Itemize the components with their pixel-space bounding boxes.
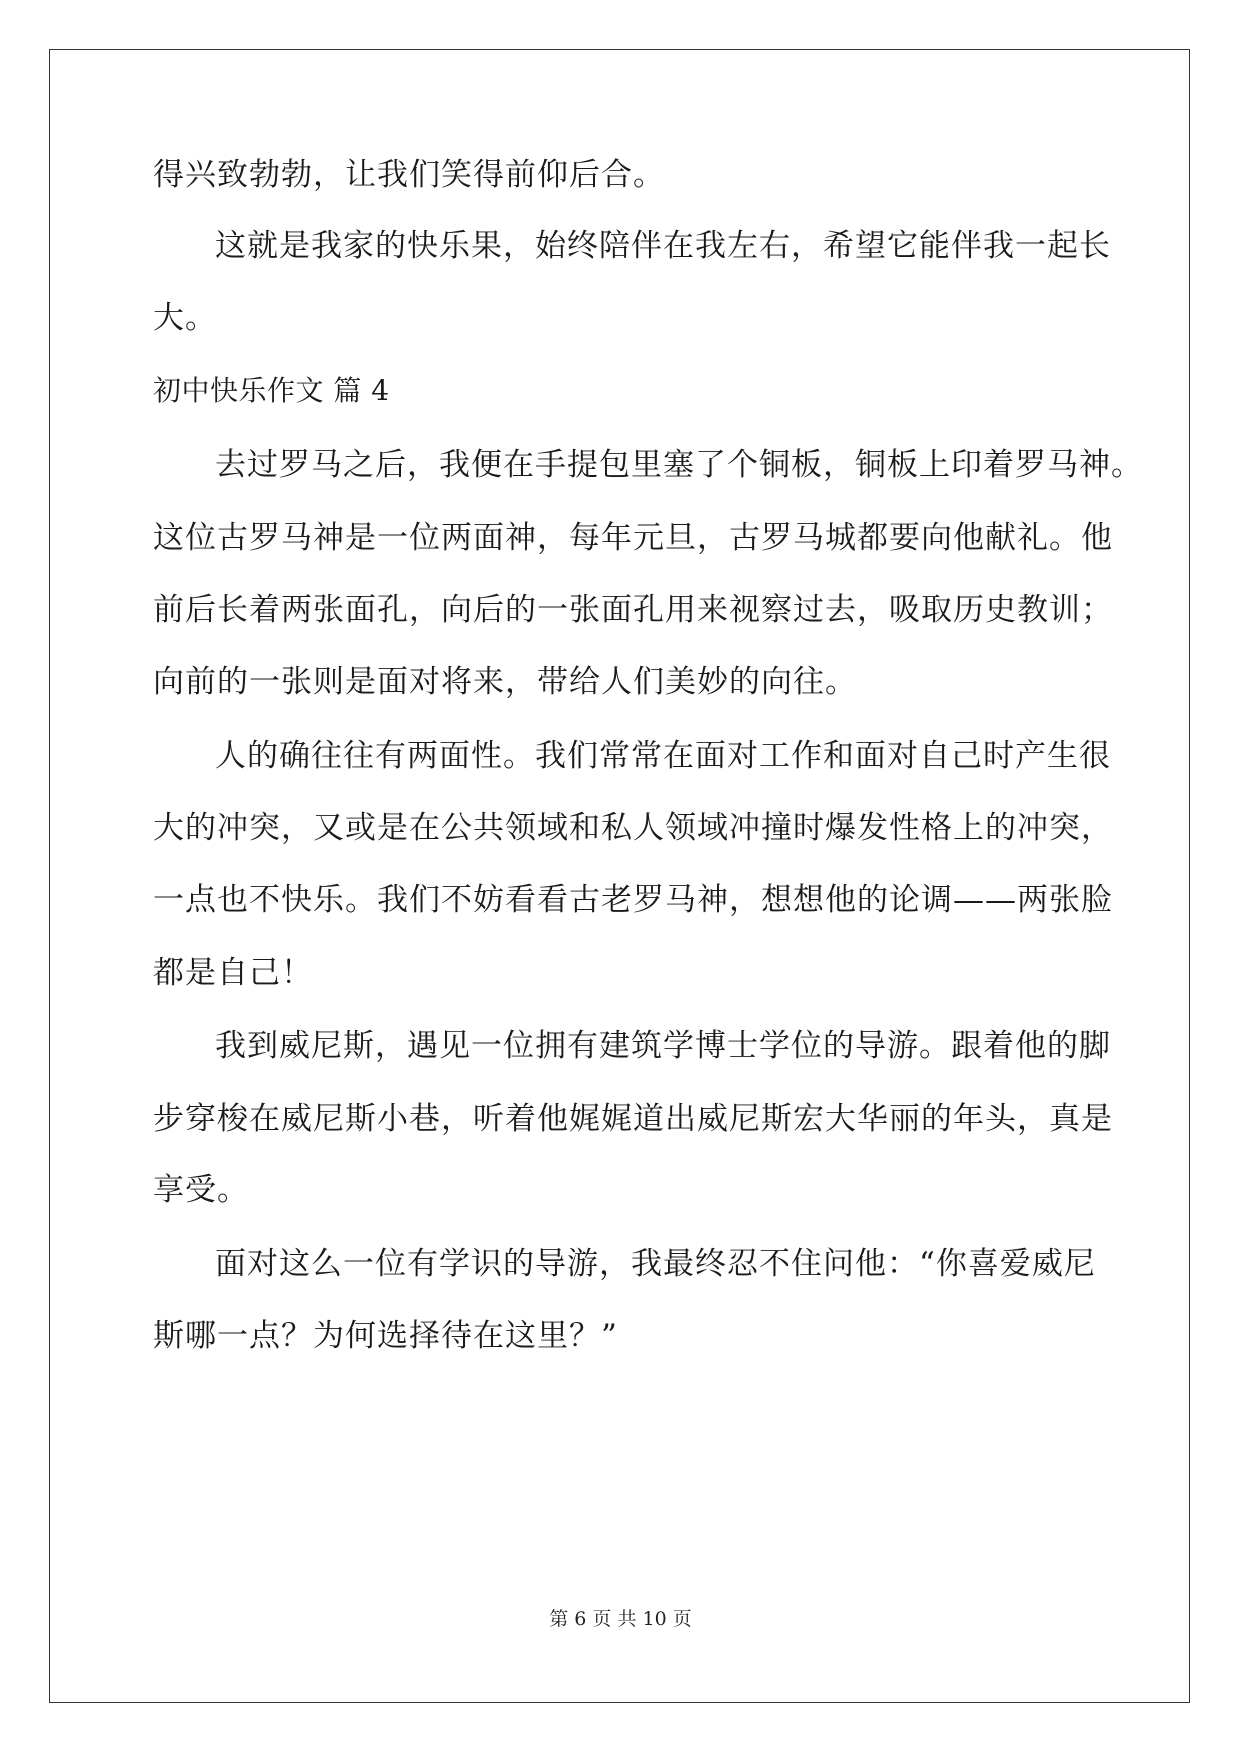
text-line: 步穿梭在威尼斯小巷，听着他娓娓道出威尼斯宏大华丽的年头，真是 [153, 1101, 1113, 1137]
paragraph-start: 我到威尼斯，遇见一位拥有建筑学博士学位的导游。跟着他的脚 [215, 1028, 1111, 1064]
text-line: 大的冲突，又或是在公共领域和私人领域冲撞时爆发性格上的冲突， [153, 810, 1113, 846]
paragraph-start: 这就是我家的快乐果，始终陪伴在我左右，希望它能伴我一起长 [215, 228, 1111, 264]
text-line: 斯哪一点？为何选择待在这里？” [153, 1318, 618, 1354]
text-line: 都是自己！ [153, 955, 313, 991]
page-number-footer: 第 6 页 共 10 页 [549, 1608, 692, 1630]
text-line: 这位古罗马神是一位两面神，每年元旦，古罗马城都要向他献礼。他 [153, 520, 1113, 556]
text-line: 得兴致勃勃，让我们笑得前仰后合。 [153, 157, 665, 193]
paragraph-start: 面对这么一位有学识的导游，我最终忍不住问他：“你喜爱威尼 [215, 1246, 1096, 1282]
paragraph-start: 人的确往往有两面性。我们常常在面对工作和面对自己时产生很 [215, 738, 1111, 774]
paragraph-start: 去过罗马之后，我便在手提包里塞了个铜板，铜板上印着罗马神。 [215, 447, 1143, 483]
text-line: 享受。 [153, 1172, 249, 1208]
page-border [49, 49, 1190, 1703]
text-line: 前后长着两张面孔，向后的一张面孔用来视察过去，吸取历史教训； [153, 592, 1113, 628]
text-line: 大。 [153, 300, 217, 336]
text-line: 向前的一张则是面对将来，带给人们美妙的向往。 [153, 664, 857, 700]
text-line: 一点也不快乐。我们不妨看看古老罗马神，想想他的论调——两张脸 [153, 882, 1113, 918]
section-heading: 初中快乐作文 篇 4 [153, 374, 390, 407]
